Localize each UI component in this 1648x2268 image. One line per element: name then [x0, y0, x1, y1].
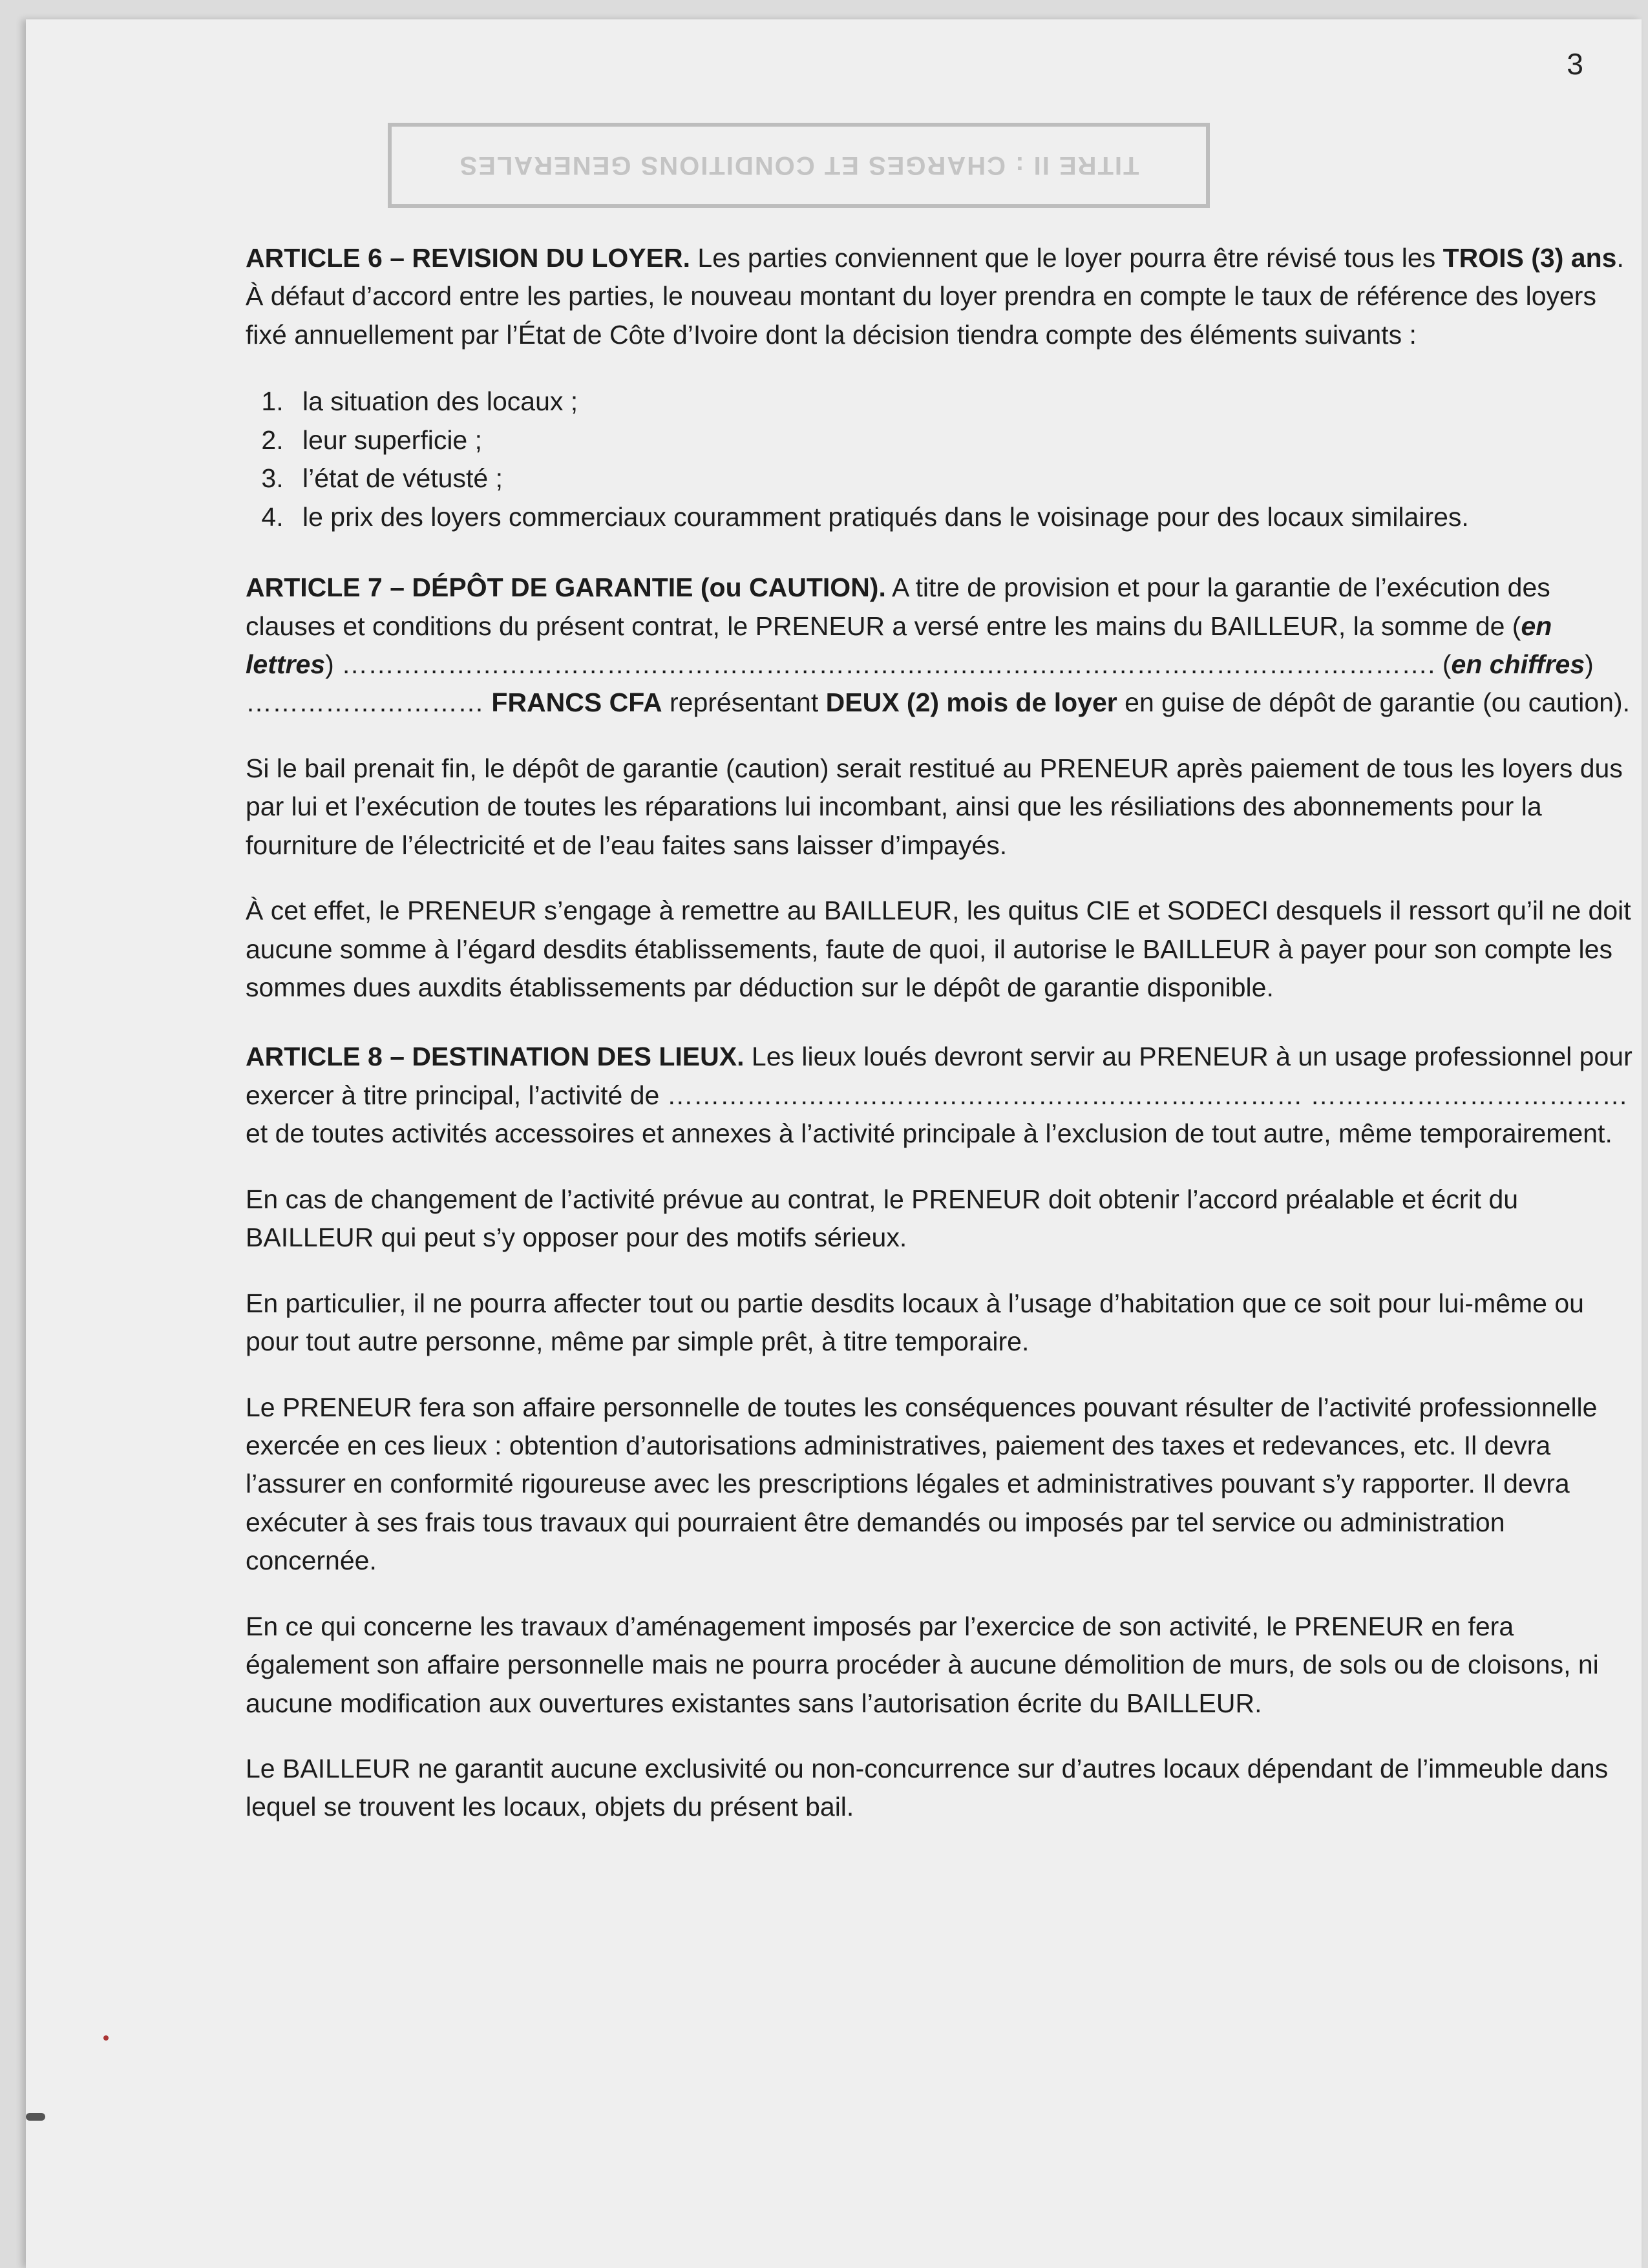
amount-in-letters-label: en lettres [246, 611, 1552, 679]
article-6 [246, 239, 1635, 536]
article-8-paragraph: Le PRENEUR fera son affaire personnelle de toutes les conséquences pouvant résulter de l’activité professionnelle exercée en ces lieux : obtention d’autorisations administratives, paiement des taxes et redevances, etc. Il devra l’assurer en conformité rigoureuse avec les prescriptions légales et administratives pouvant s’y rapporter. Il devra exécuter à ses frais tous travaux qui pourraient être demandés ou imposés par tel service ou administration concernée. [246, 1392, 1598, 1576]
list-item: 3. l’état de vétusté ; [291, 459, 1635, 498]
article-7-paragraph: À cet effet, le PRENEUR s’engage à remettre au BAILLEUR, les quitus CIE et SODECI desquels il ressort qu’il ne doit aucune somme à l’égard desdits établissements, faute de quoi, il autorise le BAILLEUR à payer pour son compte les sommes dues auxdits établissements par déduction sur le dépôt de garantie disponible. [246, 896, 1631, 1002]
article-7-heading: ARTICLE 7 – DÉPÔT DE GARANTIE (ou CAUTION). [246, 572, 886, 603]
article-7 [246, 569, 1635, 1007]
article-7-text: A titre de provision et pour la garantie de l’exécution des clauses et conditions du présent contrat, le PRENEUR a versé entre les mains du BAILLEUR, la somme de ( [246, 572, 1550, 641]
revision-criteria-list [246, 383, 1635, 536]
article-7-text-cont: représentant [662, 688, 826, 718]
currency-label: FRANCS CFA [491, 688, 662, 718]
amount-in-letters-blank: ) ……………………………………………………………………………………………………………. ( [325, 649, 1452, 679]
bleed-through-title: TITRE II : CHARGES ET CONDITIONS GENERALES [388, 123, 1210, 208]
page-number: 3 [1567, 47, 1583, 81]
list-item: 4. le prix des loyers commerciaux couramment pratiqués dans le voisinage pour des locaux similaires. [291, 498, 1635, 536]
article-8-paragraph: En ce qui concerne les travaux d’aménagement imposés par l’exercice de son activité, le PRENEUR en fera également son affaire personnelle mais ne pourra procéder à aucune démolition de murs, de sols ou de cloisons, ni aucune modification aux ouvertures existantes sans l’autorisation écrite du BAILLEUR. [246, 1611, 1599, 1718]
article-8-paragraph: En particulier, il ne pourra affecter tout ou partie desdits locaux à l’usage d’habitation que ce soit pour lui-même ou pour tout autre personne, même par simple prêt, à titre temporaire. [246, 1288, 1584, 1357]
article-6-text: Les parties conviennent que le loyer pourra être révisé tous les [690, 243, 1443, 273]
article-7-paragraph: Si le bail prenait fin, le dépôt de garantie (caution) serait restitué au PRENEUR après paiement de tous les loyers dus par lui et l’exécution de toutes les réparations lui incombant, ainsi que les résiliations des abonnements pour la fourniture de l’électricité et de l’eau faites sans laisser d’impayés. [246, 753, 1623, 860]
article-6-heading: ARTICLE 6 – REVISION DU LOYER. [246, 243, 690, 273]
article-8-paragraph: Le BAILLEUR ne garantit aucune exclusivité ou non-concurrence sur d’autres locaux dépendant de l’immeuble dans lequel se trouvent les locaux, objets du présent bail. [246, 1754, 1609, 1822]
article-6-text-cont: . À défaut d’accord entre les parties, le nouveau montant du loyer prendra en compte le taux de référence des loyers fixé annuellement par l’État de Côte d’Ivoire dont la décision tiendra compte des éléments suivants : [246, 243, 1624, 350]
list-item: 1. la situation des locaux ; [291, 383, 1635, 421]
article-8 [246, 1038, 1635, 1826]
article-6-intro [246, 239, 1635, 354]
amount-in-figures-blank: ) ……………………… [246, 649, 1594, 718]
margin-dot [103, 2035, 109, 2041]
article-7-text-end: en guise de dépôt de garantie (ou caution). [1117, 688, 1630, 718]
amount-in-figures-label: en chiffres [1451, 649, 1585, 679]
article-7-intro [246, 569, 1635, 722]
article-8-heading: ARTICLE 8 – DESTINATION DES LIEUX. [246, 1042, 745, 1072]
article-8-intro [246, 1038, 1635, 1153]
article-8-text: Les lieux loués devront servir au PRENEUR à un usage professionnel pour exercer à titre principal, l’activité de ……………………………………………………………… ………………………………et de toutes activités accessoires et annexes à l’activité principale à l’exclusion de tout autre, même temporairement. [246, 1042, 1632, 1149]
article-6-bold: TROIS (3) ans [1442, 243, 1617, 273]
binding-mark [26, 2113, 45, 2121]
document-page [26, 19, 1642, 2268]
deposit-months: DEUX (2) mois de loyer [825, 688, 1117, 718]
article-8-paragraph: En cas de changement de l’activité prévue au contrat, le PRENEUR doit obtenir l’accord préalable et écrit du BAILLEUR qui peut s’y opposer pour des motifs sérieux. [246, 1184, 1519, 1253]
document-body [246, 239, 1635, 1858]
list-item: 2. leur superficie ; [291, 421, 1635, 459]
